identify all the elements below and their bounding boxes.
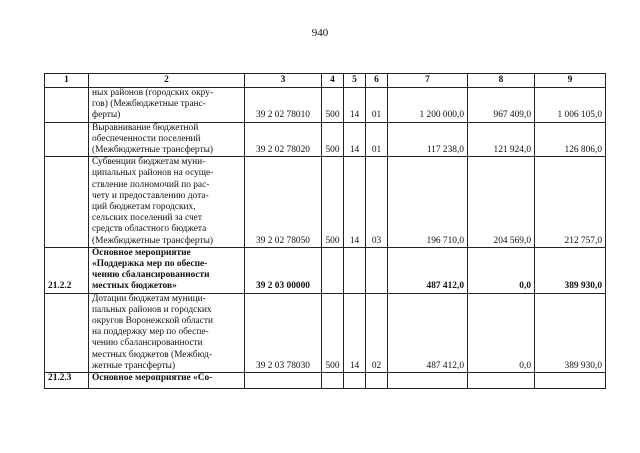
row-name: Основное мероприятие «Поддержка мер по обеспе- чению сбалансированности местных бюджетов»	[89, 247, 245, 293]
row-code: 39 2 02 78050	[245, 157, 322, 248]
page-number: 940	[311, 27, 329, 39]
row-value-7: 117 238,0	[388, 122, 468, 157]
header-col-6: 6	[366, 74, 388, 88]
header-col-1: 1	[45, 74, 89, 88]
row-name: Дотации бюджетам муници- пальных районов и городских округов Воронежской области на поддержку мер по обеспе- чению сбалансированности местных бюджетов (Межбюд- жетные трансферты)	[89, 293, 245, 372]
row-value-8: 0,0	[468, 293, 535, 372]
table-row	[45, 157, 606, 248]
table-row-main-activity	[45, 247, 606, 293]
row-value-9: 1 006 105,0	[535, 88, 606, 123]
row-value-9: 389 930,0	[535, 247, 606, 293]
row-code: 39 2 03 00000	[245, 247, 322, 293]
row-col-5: 14	[344, 157, 366, 248]
row-value-7	[388, 373, 468, 389]
row-col-4	[322, 247, 344, 293]
row-value-9: 126 806,0	[535, 122, 606, 157]
row-col-5: 14	[344, 122, 366, 157]
table-row-main-activity	[45, 373, 606, 389]
row-number	[45, 88, 89, 123]
row-col-6: 02	[366, 293, 388, 372]
row-code: 39 2 02 78010	[245, 88, 322, 123]
header-col-5: 5	[344, 74, 366, 88]
row-col-5	[344, 247, 366, 293]
row-value-7: 196 710,0	[388, 157, 468, 248]
row-col-6: 01	[366, 122, 388, 157]
row-col-5	[344, 373, 366, 389]
row-name: Основное мероприятие «Со-	[89, 373, 245, 389]
table-row	[45, 122, 606, 157]
row-col-4: 500	[322, 122, 344, 157]
header-row	[45, 74, 606, 88]
row-number	[45, 293, 89, 372]
row-col-4: 500	[322, 157, 344, 248]
row-number: 21.2.3	[45, 373, 89, 389]
row-number: 21.2.2	[45, 247, 89, 293]
row-name: Выравнивание бюджетной обеспеченности поселений (Межбюджетные трансферты)	[89, 122, 245, 157]
header-col-8: 8	[468, 74, 535, 88]
row-col-4	[322, 373, 344, 389]
table-row	[45, 88, 606, 123]
row-col-6	[366, 247, 388, 293]
row-code: 39 2 03 78030	[245, 293, 322, 372]
row-col-5: 14	[344, 88, 366, 123]
row-col-4: 500	[322, 88, 344, 123]
row-col-6: 01	[366, 88, 388, 123]
table-row	[45, 293, 606, 372]
row-value-7: 487 412,0	[388, 293, 468, 372]
row-value-8: 967 409,0	[468, 88, 535, 123]
row-value-8: 121 924,0	[468, 122, 535, 157]
row-value-8	[468, 373, 535, 389]
row-name: Субвенции бюджетам муни- ципальных районов на осуще- ствление полномочий по рас- чету и предоставлению дота- ций бюджетам городских, сельских поселений за счет средств областного бюджета (Межбюджетные трансферты)	[89, 157, 245, 248]
row-col-4: 500	[322, 293, 344, 372]
row-number	[45, 122, 89, 157]
header-col-4: 4	[322, 74, 344, 88]
row-value-8: 0,0	[468, 247, 535, 293]
row-code	[245, 373, 322, 389]
header-col-3: 3	[245, 74, 322, 88]
row-number	[45, 157, 89, 248]
header-col-2: 2	[89, 74, 245, 88]
header-col-9: 9	[535, 74, 606, 88]
budget-table	[44, 73, 606, 389]
row-col-6	[366, 373, 388, 389]
row-value-9: 389 930,0	[535, 293, 606, 372]
row-value-8: 204 569,0	[468, 157, 535, 248]
row-col-5: 14	[344, 293, 366, 372]
header-col-7: 7	[388, 74, 468, 88]
row-value-7: 487 412,0	[388, 247, 468, 293]
row-value-9	[535, 373, 606, 389]
row-value-9: 212 757,0	[535, 157, 606, 248]
row-col-6: 03	[366, 157, 388, 248]
row-value-7: 1 200 000,0	[388, 88, 468, 123]
row-name: ных районов (городских окру- гов) (Межбюджетные транс- ферты)	[89, 88, 245, 123]
row-code: 39 2 02 78020	[245, 122, 322, 157]
